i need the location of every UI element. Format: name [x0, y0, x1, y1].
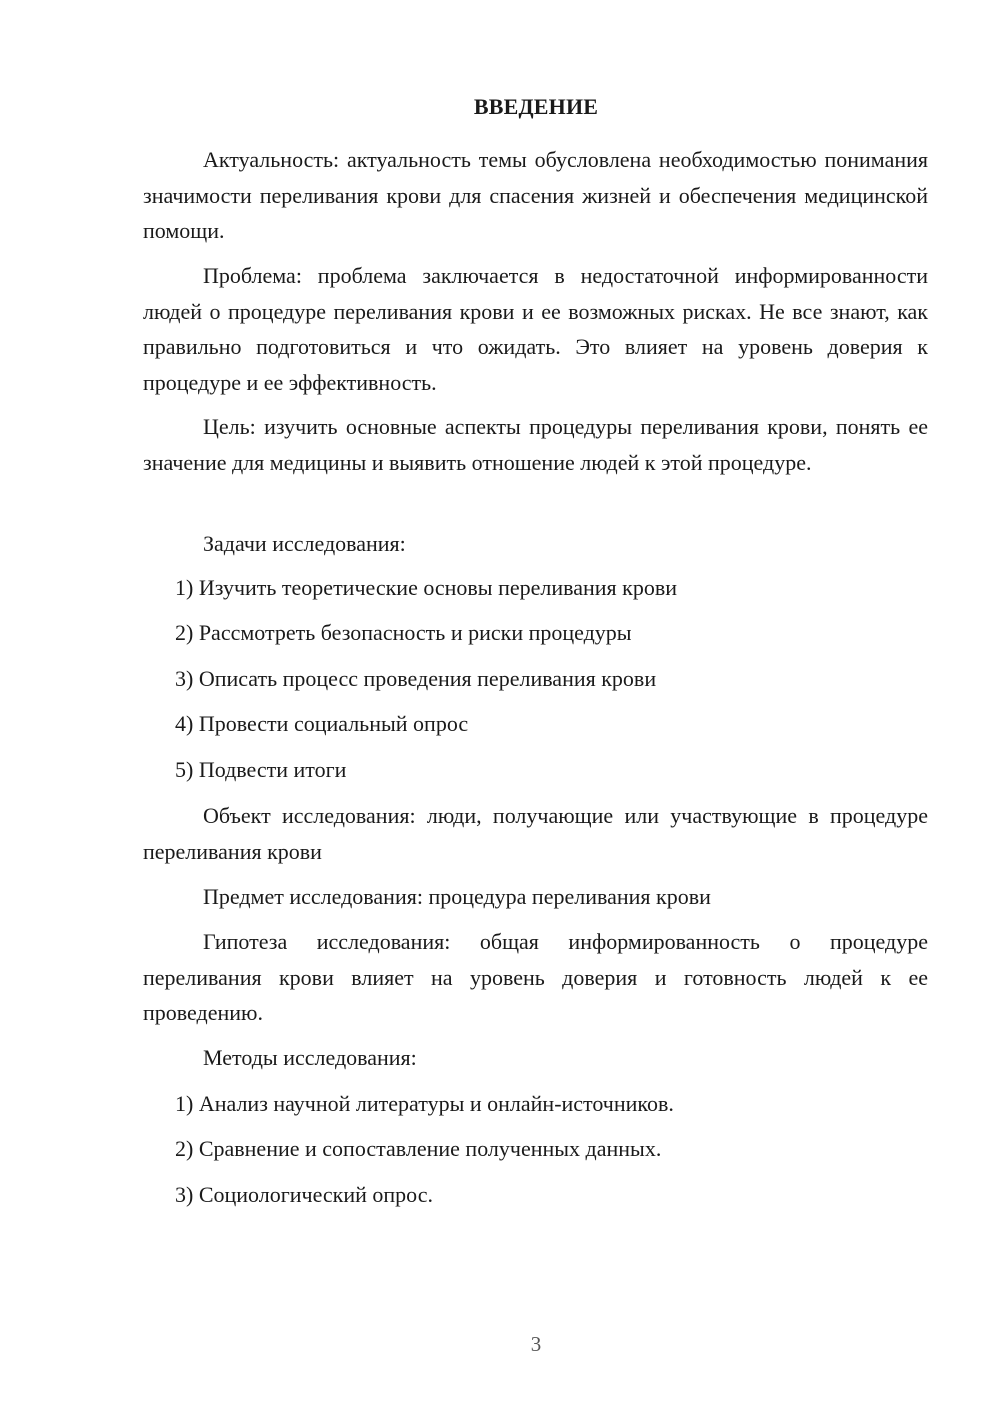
hypothesis-paragraph: Гипотеза исследования: общая информированность о процедуре переливания крови влияет на уровень доверия и готовность людей к ее проведению. [143, 929, 928, 1025]
list-item: 2) Рассмотреть безопасность и риски процедуры [175, 620, 632, 645]
relevance-paragraph: Актуальность: актуальность темы обусловлена необходимостью понимания значимости переливания крови для спасения жизней и обеспечения медицинской помощи. [143, 147, 928, 243]
goal-paragraph: Цель: изучить основные аспекты процедуры переливания крови, понять ее значение для медицины и выявить отношение людей к этой процедуре. [143, 414, 928, 475]
list-item: 1) Анализ научной литературы и онлайн-источников. [175, 1091, 674, 1116]
page-number: 3 [530, 1332, 542, 1356]
list-item: 5) Подвести итоги [175, 757, 347, 782]
list-item: 2) Сравнение и сопоставление полученных данных. [175, 1136, 662, 1161]
page-title: ВВЕДЕНИЕ [473, 94, 599, 119]
problem-paragraph: Проблема: проблема заключается в недостаточной информированности людей о процедуре переливания крови и ее возможных рисках. Не все знают, как правильно подготовиться и что ожидать. Это влияет на уровень доверия к процедуре и ее эффективность. [143, 263, 928, 395]
subject-line: Предмет исследования: процедура переливания крови [203, 884, 711, 909]
list-item: 3) Социологический опрос. [175, 1182, 433, 1207]
tasks-label: Задачи исследования: [203, 531, 406, 556]
methods-label: Методы исследования: [203, 1045, 417, 1070]
list-item: 4) Провести социальный опрос [175, 711, 469, 736]
list-item: 3) Описать процесс проведения переливания крови [175, 666, 657, 691]
list-item: 1) Изучить теоретические основы переливания крови [175, 575, 678, 600]
object-paragraph: Объект исследования: люди, получающие или участвующие в процедуре переливания крови [143, 803, 928, 864]
